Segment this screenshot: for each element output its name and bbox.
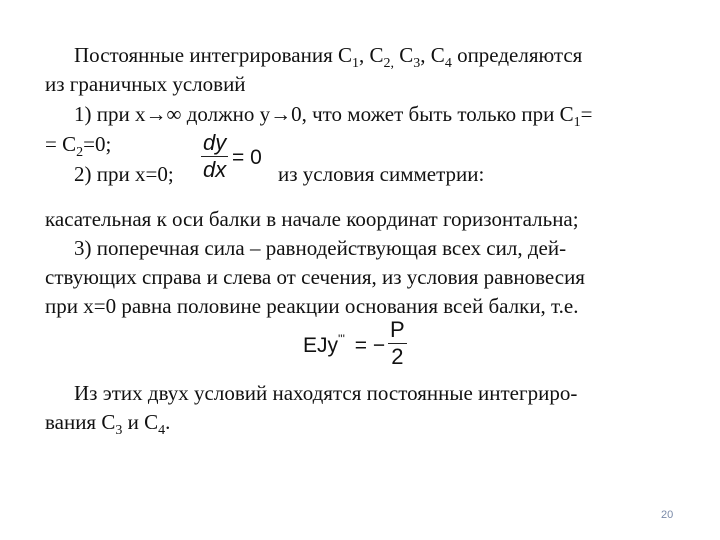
fraction-numerator: dy (203, 130, 227, 155)
text-line (45, 409, 171, 438)
text: = (580, 102, 593, 126)
text-line: при x=0 равна половине реакции основания всей балки, т.е. (45, 294, 579, 318)
page-number: 20 (661, 509, 674, 521)
text-line: из условия симметрии: (278, 162, 485, 186)
text-line: 3) поперечная сила – равнодействующая всех сил, дей- (74, 236, 567, 260)
fraction-denominator: 2 (391, 344, 404, 369)
subscript: 2 (76, 145, 84, 160)
arrow-symbol: → (145, 102, 167, 126)
equals-minus: = − (354, 334, 386, 357)
subscript: 4 (158, 423, 166, 438)
text-line: 2) при x=0; (74, 162, 174, 186)
text-line (45, 131, 112, 160)
text: = С (45, 132, 77, 156)
equation-lhs (303, 333, 385, 359)
subscript: 3 (413, 56, 421, 71)
text: ∞ должно y (166, 102, 271, 126)
fraction-denominator: dx (203, 157, 227, 182)
equals-zero: = 0 (232, 146, 262, 169)
text: определяются (451, 43, 583, 67)
text: =0; (83, 132, 112, 156)
text: Постоянные интегрирования С (74, 43, 353, 67)
derivative-fraction (201, 131, 228, 182)
triple-prime: ''' (338, 332, 345, 346)
text: С (394, 43, 414, 67)
text: , С (420, 43, 445, 67)
subscript: 3 (115, 423, 123, 438)
text: . (165, 410, 171, 434)
text-line: касательная к оси балки в начале координат горизонтальна; (45, 207, 579, 231)
subscript: 1 (352, 56, 360, 71)
text-line: из граничных условий (45, 72, 246, 96)
text: , С (359, 43, 384, 67)
subscript: 1 (573, 115, 581, 130)
text-line (74, 101, 593, 130)
text: 0, что может быть только при С (291, 102, 574, 126)
text: 1) при x (74, 102, 146, 126)
text-line: ствующих справа и слева от сечения, из условия равновесия (45, 265, 585, 289)
arrow-symbol: → (270, 102, 292, 126)
equation-term: EJy (303, 334, 339, 357)
text: вания С (45, 410, 116, 434)
fraction-numerator: P (390, 317, 405, 342)
text-line: Из этих двух условий находятся постоянные интегриро- (74, 381, 578, 405)
text-line (74, 42, 583, 71)
text: и С (122, 410, 159, 434)
subscript: 4 (444, 56, 452, 71)
p-over-2-fraction (388, 318, 407, 369)
subscript: 2, (383, 56, 395, 71)
